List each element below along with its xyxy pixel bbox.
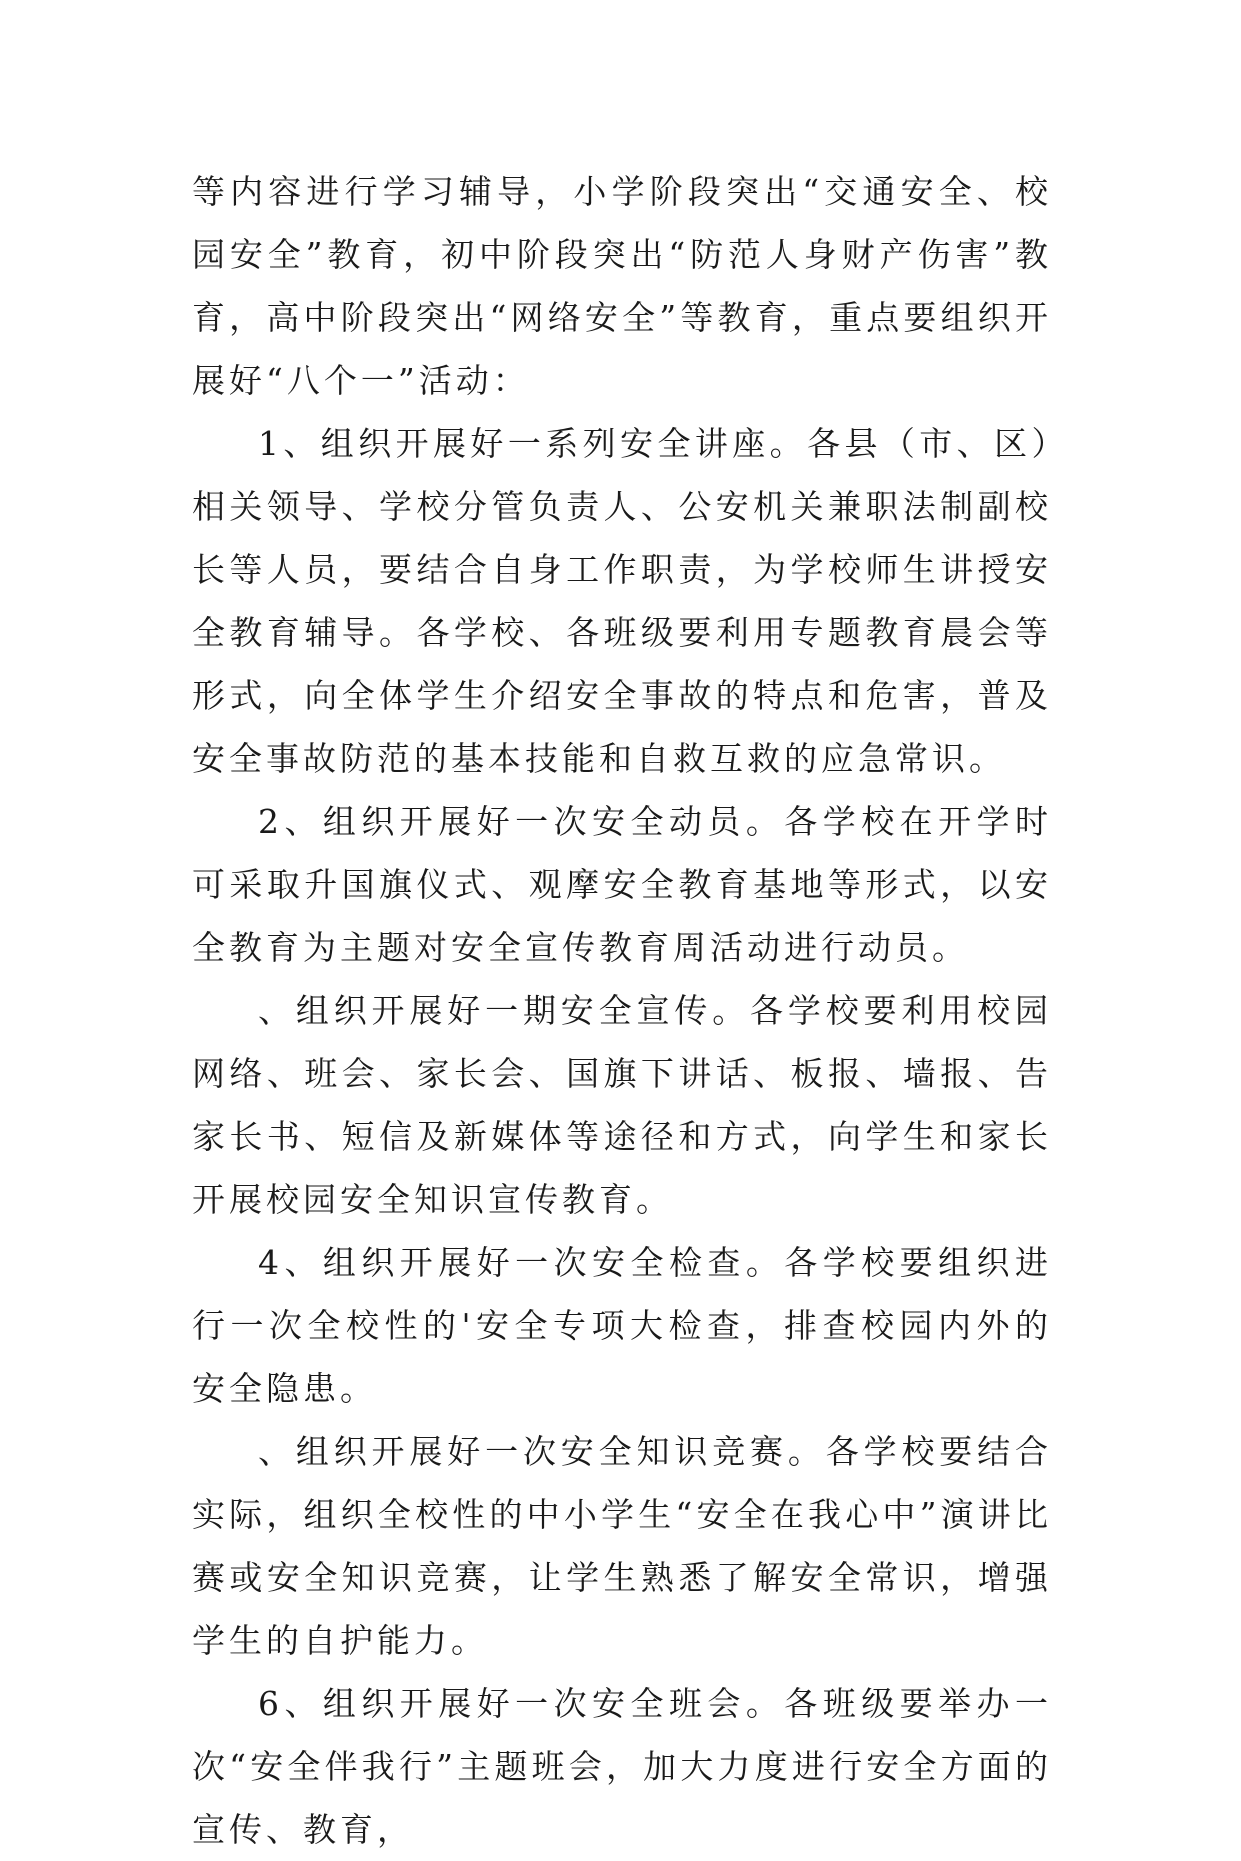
document-body bbox=[192, 160, 1052, 1861]
paragraph-item-4: 4、组织开展好一次安全检查。各学校要组织进行一次全校性的'安全专项大检查，排查校园内外的安全隐患。 bbox=[192, 1243, 1052, 1408]
paragraph-item-1: 1、组织开展好一系列安全讲座。各县（市、区）相关领导、学校分管负责人、公安机关兼职法制副校长等人员，要结合自身工作职责，为学校师生讲授安全教育辅导。各学校、各班级要利用专题教育晨会等形式，向全体学生介绍安全事故的特点和危害，普及安全事故防范的基本技能和自救互救的应急常识。 bbox=[192, 424, 1052, 778]
paragraph-item-2: 2、组织开展好一次安全动员。各学校在开学时可采取升国旗仪式、观摩安全教育基地等形式，以安全教育为主题对安全宣传教育周活动进行动员。 bbox=[192, 802, 1052, 967]
paragraph-item-6: 6、组织开展好一次安全班会。各班级要举办一次“安全伴我行”主题班会，加大力度进行安全方面的宣传、教育， bbox=[192, 1684, 1052, 1849]
paragraph-item-3: 、组织开展好一期安全宣传。各学校要利用校园网络、班会、家长会、国旗下讲话、板报、墙报、告家长书、短信及新媒体等途径和方式，向学生和家长开展校园安全知识宣传教育。 bbox=[192, 991, 1052, 1219]
paragraph-item-5: 、组织开展好一次安全知识竞赛。各学校要结合实际，组织全校性的中小学生“安全在我心中”演讲比赛或安全知识竞赛，让学生熟悉了解安全常识，增强学生的自护能力。 bbox=[192, 1432, 1052, 1660]
paragraph-continuation: 等内容进行学习辅导，小学阶段突出“交通安全、校园安全”教育，初中阶段突出“防范人身财产伤害”教育，高中阶段突出“网络安全”等教育，重点要组织开展好“八个一”活动： bbox=[192, 172, 1052, 400]
